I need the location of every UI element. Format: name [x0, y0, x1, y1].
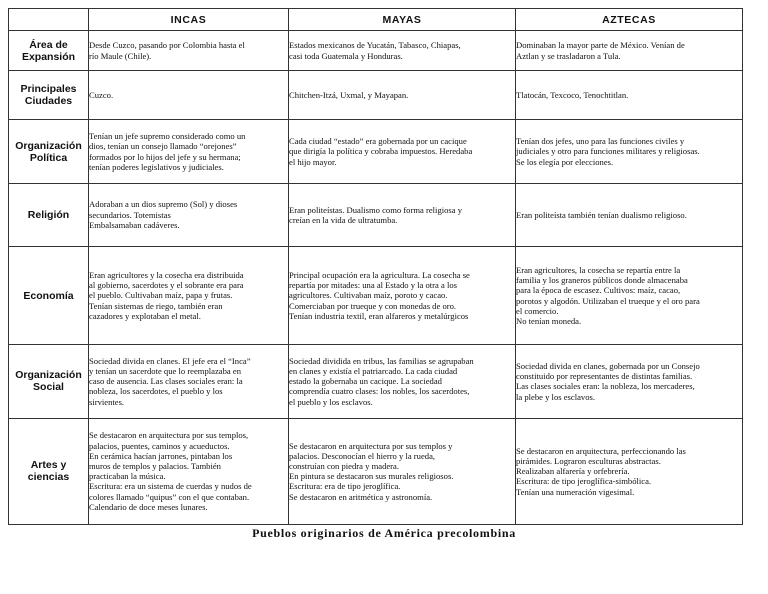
- row-politica: [9, 120, 743, 183]
- header-row: [9, 9, 743, 31]
- cell-mayas-ciudades: Chitchen-Itzá, Uxmal, y Mayapan.: [289, 71, 516, 120]
- cell-incas-social: Sociedad divida en clanes. El jefe era el “Inca” y tenían un sacerdote que lo reemplazaba en caso de ausencia. Las clases sociales eran: la nobleza, los sacerdotes, el pueblo y los sirvientes.: [89, 345, 289, 418]
- row-label-economia: Economía: [9, 246, 89, 344]
- row-religion: [9, 183, 743, 246]
- cell-aztecas-social: Sociedad divida en clanes, gobernada por un Consejo constituido por representantes de distintas familias. Las clases sociales eran: la nobleza, los mercaderes, la plebe y los esclavos.: [516, 345, 743, 418]
- cell-incas-politica: Tenían un jefe supremo considerado como un dios, tenían un consejo llamado “orejones” formados por lo hijos del jefe y su hermana; tenían poderes legislativos y judiciales.: [89, 120, 289, 183]
- row-label-ciudades: Principales Ciudades: [9, 71, 89, 120]
- cell-incas-religion: Adoraban a un dios supremo (Sol) y dioses secundarios. Totemistas Embalsamaban cadáveres.: [89, 183, 289, 246]
- column-header-aztecas: AZTECAS: [516, 9, 743, 31]
- cell-aztecas-economia: Eran agricultores, la cosecha se repartía entre la familia y los graneros públicos donde almacenaba para la época de escasez. Cultivos: maíz, cacao, porotos y algodón. Utilizaban el trueque y el oro para el comercio. No tenían moneda.: [516, 246, 743, 344]
- cell-mayas-social: Sociedad dividida en tribus, las familias se agrupaban en clanes y existía el patriarcado. La cada ciudad estado la gobernaba un cacique. La sociedad comprendía cuatro clases: los nobles, los sacerdotes, el pueblo y los esclavos.: [289, 345, 516, 418]
- cell-mayas-expansion: Estados mexicanos de Yucatán, Tabasco, Chiapas, casi toda Guatemala y Honduras.: [289, 31, 516, 71]
- cell-aztecas-politica: Tenían dos jefes, uno para las funciones civiles y judiciales y otro para funciones militares y religiosas. Se los elegía por elecciones.: [516, 120, 743, 183]
- cell-mayas-artes: Se destacaron en arquitectura por sus templos y palacios. Desconocían el hierro y la rueda, construían con piedra y madera. En pintura se destacaron sus murales religiosos. Escritura: era de tipo jeroglífica. Se destacaron en aritmética y astronomía.: [289, 418, 516, 524]
- cell-incas-economia: Eran agricultores y la cosecha era distribuida al gobierno, sacerdotes y el sobrante era para el pueblo. Cultivaban maíz, papa y frutas. Tenían sistemas de riego, también eran cazadores y explotaban el metal.: [89, 246, 289, 344]
- comparison-table: [8, 8, 743, 525]
- row-label-politica: Organización Política: [9, 120, 89, 183]
- row-artes: [9, 418, 743, 524]
- row-social: [9, 345, 743, 418]
- row-ciudades: [9, 71, 743, 120]
- row-economia: [9, 246, 743, 344]
- column-header-incas: INCAS: [89, 9, 289, 31]
- cell-incas-artes: Se destacaron en arquitectura por sus templos, palacios, puentes, caminos y acueductos. En cerámica hacían jarrones, pintaban los muros de templos y palacios. También practicaban la música. Escritura: era un sistema de cuerdas y nudos de colores llamado “quipus” con el que contaban. Calendario de doce meses lunares.: [89, 418, 289, 524]
- corner-cell: [9, 9, 89, 31]
- cell-mayas-economia: Principal ocupación era la agricultura. La cosecha se repartía por mitades: una al Estado y la otra a los agricultores. Cultivaban maíz, poroto y cacao. Comerciaban por trueque y con monedas de oro. Tenían industria textil, eran alfareros y metalúrgicos: [289, 246, 516, 344]
- row-label-religion: Religión: [9, 183, 89, 246]
- cell-incas-expansion: Desde Cuzco, pasando por Colombia hasta el río Maule (Chile).: [89, 31, 289, 71]
- cell-aztecas-expansion: Dominaban la mayor parte de México. Venían de Aztlan y se trasladaron a Tula.: [516, 31, 743, 71]
- cell-aztecas-artes: Se destacaron en arquitectura, perfeccionando las pirámides. Lograron esculturas abstractas. Realizaban alfarería y orfebrería. Escritura: de tipo jeroglífica-simbólica. Tenían una numeración vigesimal.: [516, 418, 743, 524]
- cell-aztecas-ciudades: Tlatocán, Texcoco, Tenochtitlan.: [516, 71, 743, 120]
- cell-mayas-politica: Cada ciudad “estado” era gobernada por un cacique que dirigía la política y cobraba impuestos. Heredaba el hijo mayor.: [289, 120, 516, 183]
- row-label-artes: Artes y ciencias: [9, 418, 89, 524]
- row-label-social: Organización Social: [9, 345, 89, 418]
- table-caption: Pueblos originarios de América precolombina: [252, 526, 516, 540]
- column-header-mayas: MAYAS: [289, 9, 516, 31]
- cell-mayas-religion: Eran politeístas. Dualismo como forma religiosa y creían en la vida de ultratumba.: [289, 183, 516, 246]
- cell-incas-ciudades: Cuzco.: [89, 71, 289, 120]
- row-expansion: [9, 31, 743, 71]
- cell-aztecas-religion: Eran politeísta también tenían dualismo religioso.: [516, 183, 743, 246]
- row-label-expansion: Área de Expansión: [9, 31, 89, 71]
